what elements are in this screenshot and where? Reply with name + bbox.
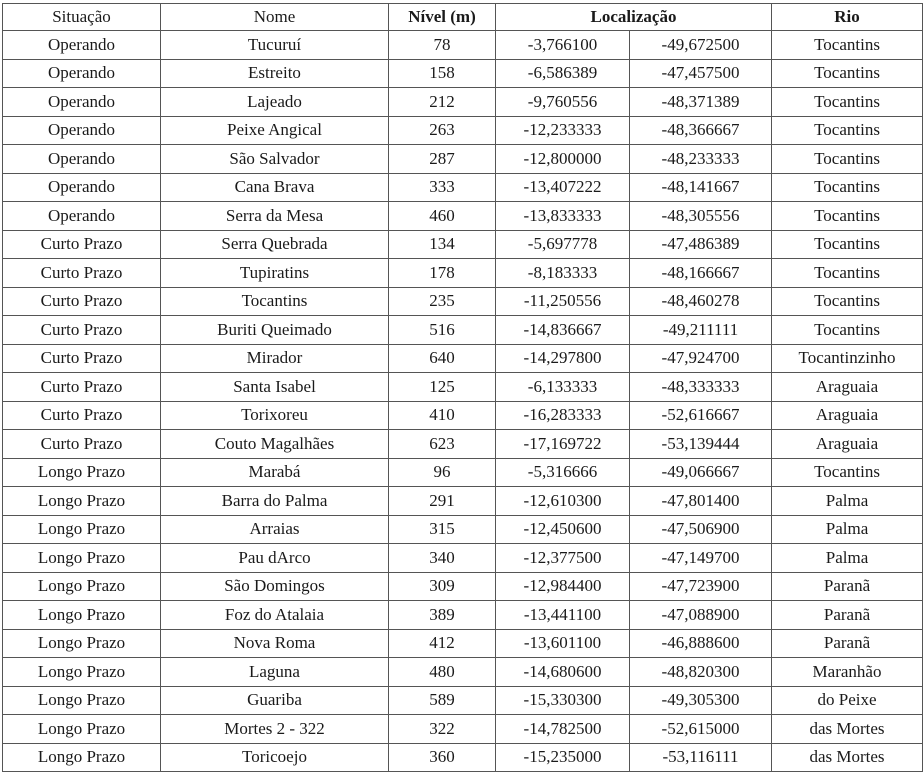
cell-rio: Tocantins xyxy=(772,458,923,487)
cell-rio: Tocantins xyxy=(772,259,923,288)
cell-nivel: 623 xyxy=(389,430,496,459)
cell-longitude: -48,333333 xyxy=(630,373,772,402)
cell-situacao: Curto Prazo xyxy=(3,344,161,373)
cell-nivel: 389 xyxy=(389,601,496,630)
cell-longitude: -48,233333 xyxy=(630,145,772,174)
cell-nivel: 309 xyxy=(389,572,496,601)
cell-latitude: -15,330300 xyxy=(496,686,630,715)
cell-nome: Serra Quebrada xyxy=(161,230,389,259)
table-body xyxy=(3,31,923,772)
table-row xyxy=(3,31,923,60)
cell-nome: Peixe Angical xyxy=(161,116,389,145)
cell-latitude: -12,450600 xyxy=(496,515,630,544)
cell-nome: Arraias xyxy=(161,515,389,544)
cell-nome: Cana Brava xyxy=(161,173,389,202)
cell-latitude: -9,760556 xyxy=(496,88,630,117)
cell-situacao: Longo Prazo xyxy=(3,658,161,687)
cell-longitude: -47,801400 xyxy=(630,487,772,516)
cell-situacao: Curto Prazo xyxy=(3,259,161,288)
cell-latitude: -12,800000 xyxy=(496,145,630,174)
cell-longitude: -52,616667 xyxy=(630,401,772,430)
cell-situacao: Curto Prazo xyxy=(3,287,161,316)
cell-longitude: -47,149700 xyxy=(630,544,772,573)
table-row xyxy=(3,316,923,345)
cell-nome: Santa Isabel xyxy=(161,373,389,402)
table-row xyxy=(3,344,923,373)
cell-nivel: 78 xyxy=(389,31,496,60)
cell-longitude: -49,305300 xyxy=(630,686,772,715)
cell-latitude: -17,169722 xyxy=(496,430,630,459)
cell-nome: Tucuruí xyxy=(161,31,389,60)
cell-longitude: -48,305556 xyxy=(630,202,772,231)
table-header xyxy=(3,4,923,31)
table-row xyxy=(3,487,923,516)
cell-nivel: 589 xyxy=(389,686,496,715)
cell-nivel: 516 xyxy=(389,316,496,345)
cell-longitude: -47,723900 xyxy=(630,572,772,601)
cell-longitude: -48,366667 xyxy=(630,116,772,145)
cell-situacao: Operando xyxy=(3,145,161,174)
cell-latitude: -8,183333 xyxy=(496,259,630,288)
cell-nivel: 125 xyxy=(389,373,496,402)
cell-situacao: Operando xyxy=(3,88,161,117)
cell-longitude: -48,371389 xyxy=(630,88,772,117)
table-row xyxy=(3,544,923,573)
header-localizacao: Localização xyxy=(496,4,772,31)
table-row xyxy=(3,287,923,316)
cell-longitude: -49,672500 xyxy=(630,31,772,60)
cell-situacao: Curto Prazo xyxy=(3,373,161,402)
cell-nivel: 333 xyxy=(389,173,496,202)
cell-rio: Araguaia xyxy=(772,373,923,402)
cell-longitude: -53,139444 xyxy=(630,430,772,459)
cell-longitude: -48,460278 xyxy=(630,287,772,316)
cell-latitude: -14,782500 xyxy=(496,715,630,744)
cell-nome: Mortes 2 - 322 xyxy=(161,715,389,744)
cell-situacao: Operando xyxy=(3,59,161,88)
cell-longitude: -47,486389 xyxy=(630,230,772,259)
cell-situacao: Operando xyxy=(3,31,161,60)
cell-latitude: -14,297800 xyxy=(496,344,630,373)
cell-latitude: -12,984400 xyxy=(496,572,630,601)
cell-nivel: 134 xyxy=(389,230,496,259)
cell-rio: Tocantins xyxy=(772,287,923,316)
cell-nome: Toricoejo xyxy=(161,743,389,772)
cell-situacao: Longo Prazo xyxy=(3,458,161,487)
cell-nivel: 460 xyxy=(389,202,496,231)
cell-nivel: 315 xyxy=(389,515,496,544)
cell-situacao: Operando xyxy=(3,116,161,145)
cell-longitude: -46,888600 xyxy=(630,629,772,658)
table-row xyxy=(3,173,923,202)
cell-rio: Maranhão xyxy=(772,658,923,687)
cell-nome: Guariba xyxy=(161,686,389,715)
cell-longitude: -47,924700 xyxy=(630,344,772,373)
cell-nome: Pau dArco xyxy=(161,544,389,573)
cell-latitude: -6,586389 xyxy=(496,59,630,88)
cell-rio: Palma xyxy=(772,544,923,573)
table-row xyxy=(3,458,923,487)
cell-longitude: -47,457500 xyxy=(630,59,772,88)
cell-situacao: Longo Prazo xyxy=(3,572,161,601)
cell-situacao: Longo Prazo xyxy=(3,629,161,658)
cell-rio: Tocantins xyxy=(772,116,923,145)
cell-latitude: -3,766100 xyxy=(496,31,630,60)
cell-rio: Paranã xyxy=(772,601,923,630)
cell-rio: Araguaia xyxy=(772,430,923,459)
cell-situacao: Longo Prazo xyxy=(3,487,161,516)
cell-nome: Barra do Palma xyxy=(161,487,389,516)
cell-longitude: -49,211111 xyxy=(630,316,772,345)
cell-rio: Palma xyxy=(772,515,923,544)
cell-latitude: -12,610300 xyxy=(496,487,630,516)
cell-nome: Marabá xyxy=(161,458,389,487)
table-row xyxy=(3,59,923,88)
cell-latitude: -13,833333 xyxy=(496,202,630,231)
cell-situacao: Longo Prazo xyxy=(3,686,161,715)
cell-nome: Foz do Atalaia xyxy=(161,601,389,630)
cell-situacao: Curto Prazo xyxy=(3,230,161,259)
table-row xyxy=(3,743,923,772)
cell-nome: Lajeado xyxy=(161,88,389,117)
cell-rio: das Mortes xyxy=(772,743,923,772)
table-row xyxy=(3,515,923,544)
cell-situacao: Longo Prazo xyxy=(3,515,161,544)
cell-rio: Tocantins xyxy=(772,230,923,259)
cell-longitude: -48,141667 xyxy=(630,173,772,202)
cell-longitude: -53,116111 xyxy=(630,743,772,772)
table-row xyxy=(3,88,923,117)
table-row xyxy=(3,572,923,601)
table-row xyxy=(3,715,923,744)
cell-rio: Tocantins xyxy=(772,31,923,60)
cell-nome: Estreito xyxy=(161,59,389,88)
header-situacao: Situação xyxy=(3,4,161,31)
cell-longitude: -48,166667 xyxy=(630,259,772,288)
hydropower-table xyxy=(2,3,923,772)
table-row xyxy=(3,116,923,145)
cell-rio: Tocantins xyxy=(772,316,923,345)
cell-situacao: Longo Prazo xyxy=(3,544,161,573)
cell-nivel: 178 xyxy=(389,259,496,288)
table-row xyxy=(3,686,923,715)
cell-nome: Tocantins xyxy=(161,287,389,316)
cell-situacao: Curto Prazo xyxy=(3,401,161,430)
cell-situacao: Operando xyxy=(3,202,161,231)
cell-nivel: 480 xyxy=(389,658,496,687)
cell-nivel: 263 xyxy=(389,116,496,145)
cell-situacao: Longo Prazo xyxy=(3,715,161,744)
cell-rio: Tocantins xyxy=(772,59,923,88)
cell-nivel: 360 xyxy=(389,743,496,772)
cell-rio: Paranã xyxy=(772,572,923,601)
cell-nome: São Salvador xyxy=(161,145,389,174)
cell-nome: São Domingos xyxy=(161,572,389,601)
cell-longitude: -47,506900 xyxy=(630,515,772,544)
table-row xyxy=(3,401,923,430)
cell-rio: Palma xyxy=(772,487,923,516)
header-nivel: Nível (m) xyxy=(389,4,496,31)
cell-rio: do Peixe xyxy=(772,686,923,715)
cell-nome: Torixoreu xyxy=(161,401,389,430)
cell-rio: Tocantins xyxy=(772,173,923,202)
table-row xyxy=(3,629,923,658)
cell-nome: Tupiratins xyxy=(161,259,389,288)
cell-latitude: -6,133333 xyxy=(496,373,630,402)
cell-nivel: 291 xyxy=(389,487,496,516)
table-row xyxy=(3,658,923,687)
header-nome: Nome xyxy=(161,4,389,31)
table-row xyxy=(3,202,923,231)
cell-nome: Laguna xyxy=(161,658,389,687)
cell-rio: Tocantinzinho xyxy=(772,344,923,373)
cell-nome: Mirador xyxy=(161,344,389,373)
cell-nivel: 322 xyxy=(389,715,496,744)
cell-rio: Tocantins xyxy=(772,88,923,117)
cell-nivel: 340 xyxy=(389,544,496,573)
cell-nivel: 96 xyxy=(389,458,496,487)
cell-situacao: Longo Prazo xyxy=(3,601,161,630)
cell-rio: Paranã xyxy=(772,629,923,658)
header-row xyxy=(3,4,923,31)
cell-longitude: -47,088900 xyxy=(630,601,772,630)
cell-latitude: -5,316666 xyxy=(496,458,630,487)
cell-nivel: 158 xyxy=(389,59,496,88)
cell-nivel: 640 xyxy=(389,344,496,373)
cell-situacao: Longo Prazo xyxy=(3,743,161,772)
cell-nome: Couto Magalhães xyxy=(161,430,389,459)
cell-longitude: -48,820300 xyxy=(630,658,772,687)
cell-longitude: -52,615000 xyxy=(630,715,772,744)
cell-situacao: Operando xyxy=(3,173,161,202)
cell-latitude: -12,233333 xyxy=(496,116,630,145)
cell-nivel: 287 xyxy=(389,145,496,174)
cell-nivel: 410 xyxy=(389,401,496,430)
cell-latitude: -5,697778 xyxy=(496,230,630,259)
cell-situacao: Curto Prazo xyxy=(3,316,161,345)
cell-latitude: -16,283333 xyxy=(496,401,630,430)
cell-latitude: -13,407222 xyxy=(496,173,630,202)
cell-latitude: -13,441100 xyxy=(496,601,630,630)
cell-nivel: 412 xyxy=(389,629,496,658)
cell-latitude: -12,377500 xyxy=(496,544,630,573)
cell-nivel: 235 xyxy=(389,287,496,316)
cell-longitude: -49,066667 xyxy=(630,458,772,487)
cell-latitude: -11,250556 xyxy=(496,287,630,316)
cell-nome: Buriti Queimado xyxy=(161,316,389,345)
cell-nivel: 212 xyxy=(389,88,496,117)
cell-latitude: -13,601100 xyxy=(496,629,630,658)
cell-nome: Nova Roma xyxy=(161,629,389,658)
cell-rio: Tocantins xyxy=(772,145,923,174)
table-row xyxy=(3,230,923,259)
cell-rio: Araguaia xyxy=(772,401,923,430)
table-row xyxy=(3,259,923,288)
cell-situacao: Curto Prazo xyxy=(3,430,161,459)
cell-nome: Serra da Mesa xyxy=(161,202,389,231)
cell-latitude: -14,836667 xyxy=(496,316,630,345)
cell-rio: das Mortes xyxy=(772,715,923,744)
table-row xyxy=(3,430,923,459)
cell-latitude: -15,235000 xyxy=(496,743,630,772)
table-row xyxy=(3,145,923,174)
cell-rio: Tocantins xyxy=(772,202,923,231)
header-rio: Rio xyxy=(772,4,923,31)
table-row xyxy=(3,373,923,402)
table-row xyxy=(3,601,923,630)
cell-latitude: -14,680600 xyxy=(496,658,630,687)
